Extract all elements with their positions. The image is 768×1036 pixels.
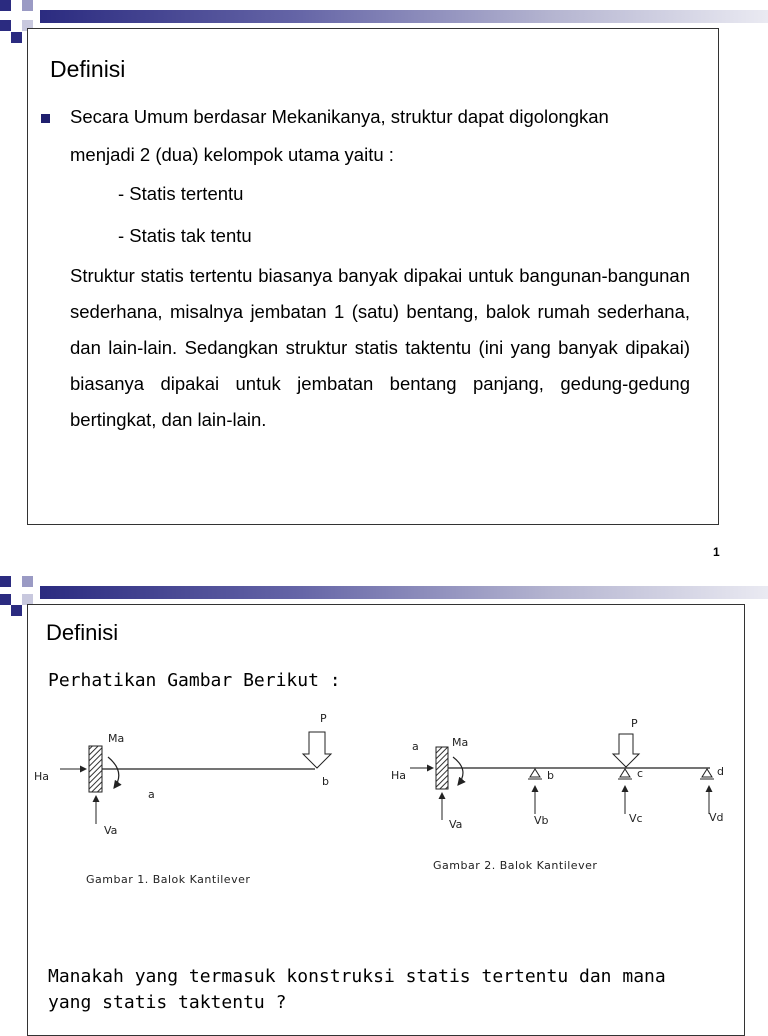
label-a: a: [412, 740, 419, 753]
label-Vb: Vb: [534, 814, 549, 827]
label-Ha: Ha: [34, 770, 50, 783]
label-Ha: Ha: [391, 769, 407, 782]
question-line-2: yang statis taktentu ?: [48, 992, 287, 1013]
list-item-statis-tak-tentu: - Statis tak tentu: [118, 225, 252, 246]
figure-1-cantilever: [34, 712, 331, 837]
slide-title: Definisi: [46, 620, 119, 645]
header-gradient-bar: [40, 586, 768, 599]
fixed-support-wall-icon: [89, 746, 102, 792]
label-c: c: [637, 767, 644, 780]
moment-arrow-icon: [108, 757, 119, 788]
label-Va: Va: [449, 818, 463, 831]
roller-support-c-icon: [620, 769, 630, 777]
label-Vd: Vd: [709, 811, 724, 824]
point-load-arrow-icon: [613, 734, 639, 767]
label-Vc: Vc: [629, 812, 643, 825]
beam-diagrams: [0, 702, 768, 882]
point-load-arrow-icon: [303, 732, 331, 768]
body-paragraph: Struktur statis tertentu biasanya banyak dipakai untuk bangunan-bangunan sederhana, misalnya jembatan 1 (satu) bentang, balok rumah sederhana, dan lain-lain. Sedangkan struktur statis taktentu (ini yang banyak dipakai) biasanya dipakai untuk jembatan bentang panjang, gedung-gedung bertingkat, dan lain-lain.: [70, 265, 690, 430]
slide-2: [0, 572, 768, 1024]
label-a: a: [148, 788, 155, 801]
label-P: P: [631, 717, 638, 730]
list-item-statis-tertentu: - Statis tertentu: [118, 183, 244, 204]
bullet-text-line-1: Secara Umum berdasar Mekanikanya, struktur dapat digolongkan: [70, 106, 609, 127]
bullet-square-icon: [41, 114, 50, 123]
moment-arrow-icon: [453, 757, 463, 785]
figure-2-continuous-beam: [391, 717, 724, 831]
header-gradient-bar: [40, 10, 768, 23]
label-d: d: [717, 765, 724, 778]
question-line-1: Manakah yang termasuk konstruksi statis tertentu dan mana: [48, 966, 666, 987]
roller-support-d-icon: [702, 769, 712, 777]
label-Ma: Ma: [108, 732, 125, 745]
page-number: 1: [713, 545, 720, 559]
label-b: b: [322, 775, 329, 788]
roller-support-b-icon: [530, 769, 540, 777]
label-b: b: [547, 769, 554, 782]
label-Ma: Ma: [452, 736, 469, 749]
fixed-support-wall-icon: [436, 747, 448, 789]
label-P: P: [320, 712, 327, 725]
slide-title: Definisi: [50, 56, 126, 82]
slide-subtitle: Perhatikan Gambar Berikut :: [48, 670, 341, 691]
label-Va: Va: [104, 824, 118, 837]
bullet-text-line-2: menjadi 2 (dua) kelompok utama yaitu :: [70, 144, 394, 165]
figure-1-caption: Gambar 1. Balok Kantilever: [86, 873, 251, 886]
figure-2-caption: Gambar 2. Balok Kantilever: [433, 859, 598, 872]
